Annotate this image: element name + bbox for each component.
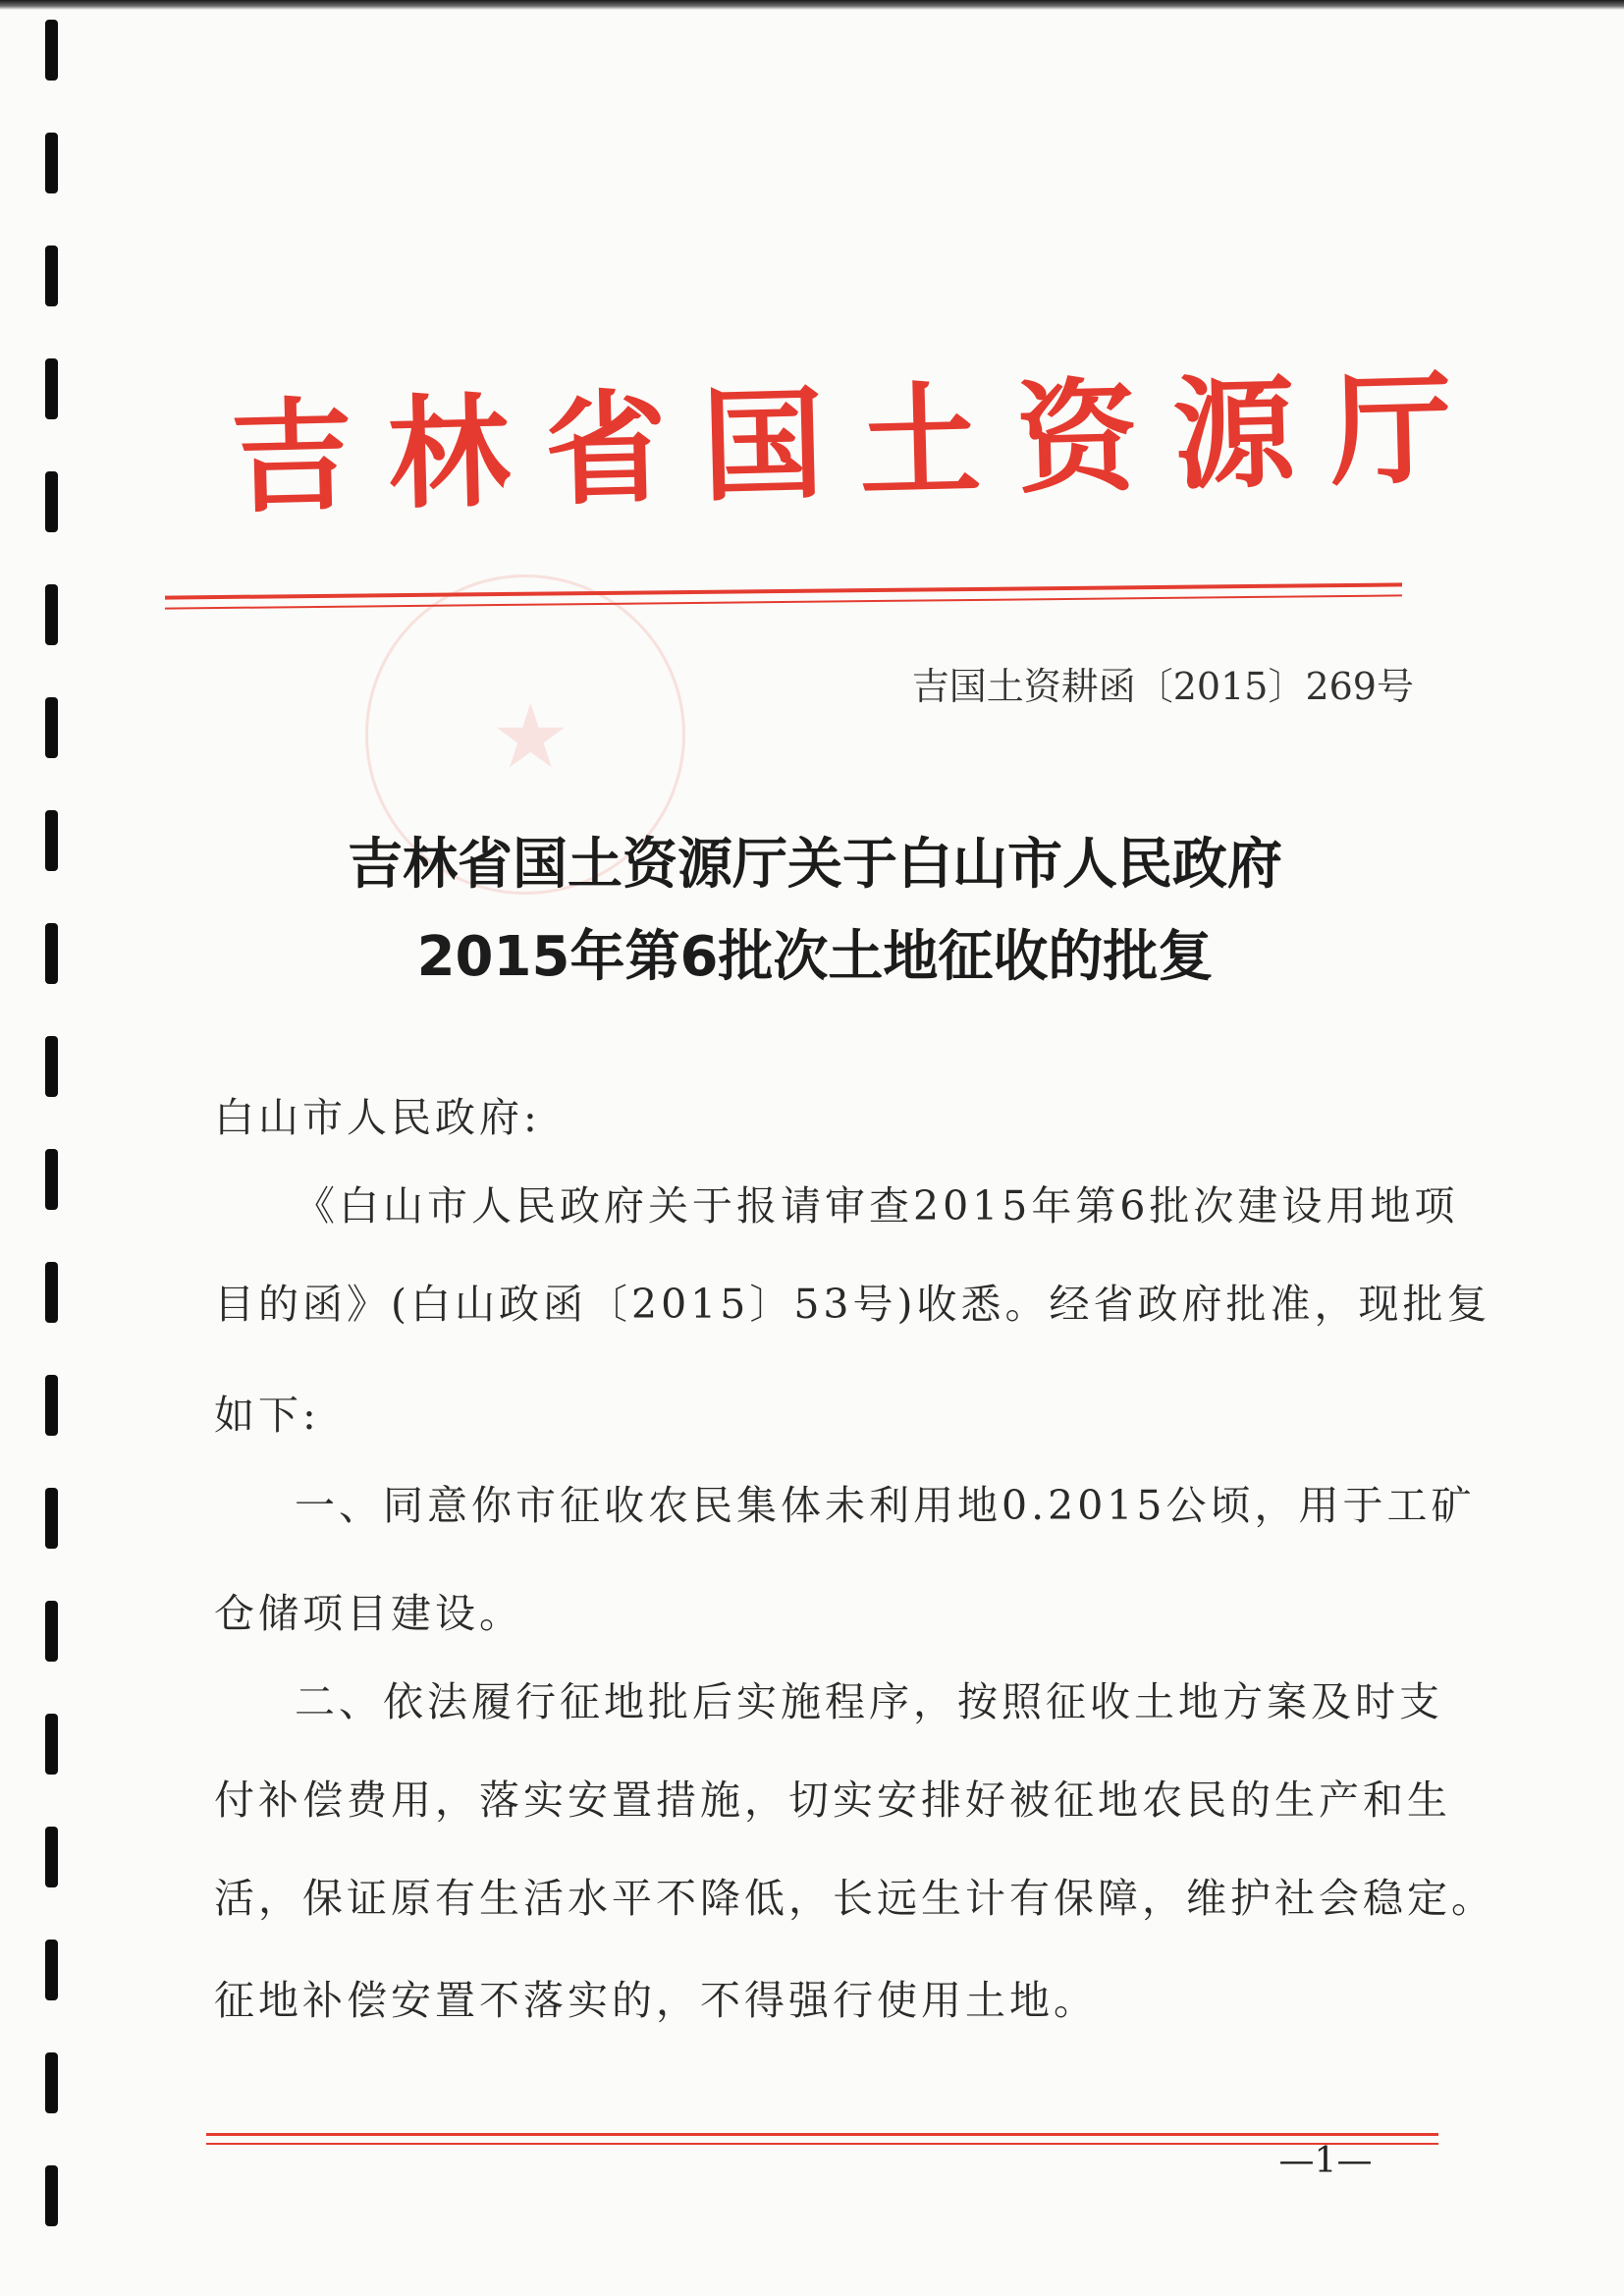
binding-hole (45, 1714, 58, 1775)
binding-hole (45, 20, 58, 81)
item2-line: 征地补偿安置不落实的，不得强行使用土地。 (214, 1977, 1098, 2024)
binding-hole (45, 358, 58, 419)
binding-hole (45, 246, 58, 306)
item1-line: 仓储项目建设。 (214, 1590, 523, 1637)
binding-hole (45, 2052, 58, 2113)
binding-hole (45, 1149, 58, 1210)
item2-line: 二、依法履行征地批后实施程序，按照征收土地方案及时支 (295, 1678, 1443, 1725)
footer-rule-thin (206, 2143, 1438, 2145)
binding-hole (45, 584, 58, 645)
item2-line: 活，保证原有生活水平不降低，长远生计有保障，维护社会稳定。 (214, 1875, 1495, 1922)
binding-hole (45, 2165, 58, 2226)
binding-hole (45, 1036, 58, 1097)
binding-hole (45, 1940, 58, 2000)
binding-hole (45, 133, 58, 193)
binding-hole (45, 923, 58, 984)
binding-hole (45, 1262, 58, 1323)
binding-hole (45, 1375, 58, 1436)
salutation: 白山市人民政府: (214, 1094, 541, 1141)
item2-line: 付补偿费用，落实安置措施，切实安排好被征地农民的生产和生 (214, 1777, 1451, 1824)
binding-hole (45, 1601, 58, 1662)
binding-hole (45, 1488, 58, 1549)
letterhead-organization: 吉林省国土资源厅 (229, 356, 1489, 530)
binding-hole (45, 471, 58, 532)
document-title-line2: 2015年第6批次土地征收的批复 (416, 925, 1214, 989)
intro-line: 目的函》(白山政函〔2015〕53号)收悉。经省政府批准，现批复 (214, 1281, 1491, 1328)
item1-line: 一、同意你市征收农民集体未利用地0.2015公顷，用于工矿 (295, 1482, 1476, 1529)
intro-line: 如下: (214, 1392, 320, 1439)
scan-edge (0, 0, 1624, 10)
binding-hole (45, 697, 58, 758)
footer-rule (206, 2133, 1438, 2136)
document-title-line1: 吉林省国土资源厅关于白山市人民政府 (348, 833, 1282, 897)
binding-hole (45, 810, 58, 871)
intro-line: 《白山市人民政府关于报请审查2015年第6批次建设用地项 (295, 1182, 1459, 1230)
binding-hole (45, 1827, 58, 1887)
document-number: 吉国土资耕函〔2015〕269号 (911, 665, 1414, 708)
seal-star-icon: ★ (491, 685, 570, 789)
page-number: —1— (1278, 2141, 1373, 2181)
binding-holes (39, 20, 69, 2296)
